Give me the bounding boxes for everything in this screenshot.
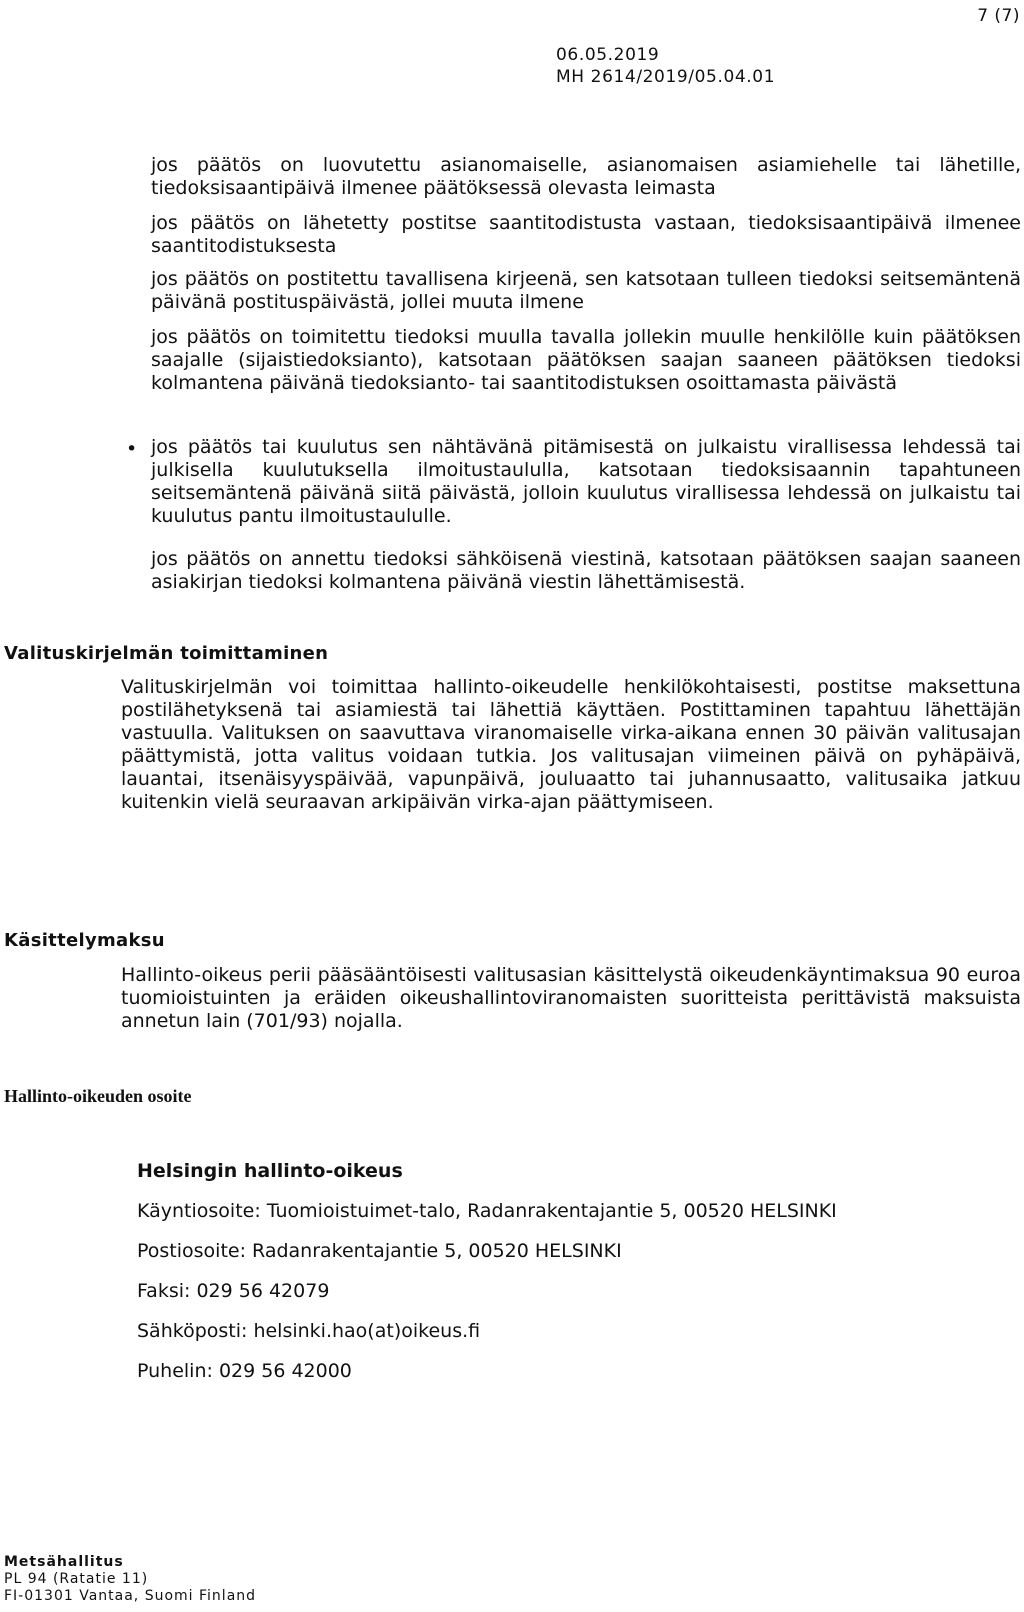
- page-number: 7 (7): [977, 6, 1020, 26]
- section-heading-appeal-submission: Valituskirjelmän toimittaminen: [4, 643, 329, 664]
- delivery-rule-3: jos päätös on postitettu tavallisena kirjeenä, sen katsotaan tulleen tiedoksi seitsemäntenä päivänä postituspäivästä, jollei muuta ilmene: [151, 268, 1021, 313]
- delivery-rule-4: jos päätös on toimitettu tiedoksi muulla tavalla jollekin muulle henkilölle kuin päätöksen saajalle (sijaistiedoksianto), katsotaan päätöksen saajan saaneen päätöksen tiedoksi kolmantena päivänä tiedoksianto- tai saantitodistuksen osoittamasta päivästä: [151, 326, 1021, 394]
- footer-address-line-2: FI-01301 Vantaa, Suomi Finland: [4, 1588, 257, 1604]
- footer-block: [4, 1554, 256, 1605]
- document-reference: MH 2614/2019/05.04.01: [556, 67, 776, 87]
- document-date: 06.05.2019: [556, 45, 660, 65]
- document-date-block: [556, 44, 775, 88]
- court-fax: Faksi: 029 56 42079: [137, 1280, 330, 1302]
- section-text-appeal-submission: Valituskirjelmän voi toimittaa hallinto-oikeudelle henkilökohtaisesti, postitse maksettuna postilähetyksenä tai asiamiestä tai lähettiä käyttäen. Postittaminen tapahtuu lähettäjän vastuulla. Valituksen on saavuttava viranomaiselle virka-aikana ennen 30 päivän valitusajan päättymistä, jotta valitus voidaan tutkia. Jos valitusajan viimeinen päivä on pyhäpäivä, lauantai, itsenäisyyspäivää, vapunpäivä, jouluaatto tai juhannusaatto, valitusaika jatkuu kuitenkin vielä seuraavan arkipäivän virka-ajan päättymiseen.: [121, 676, 1021, 813]
- footer-address-line-1: PL 94 (Ratatie 11): [4, 1571, 149, 1587]
- delivery-rule-6: jos päätös on annettu tiedoksi sähköisenä viestinä, katsotaan päätöksen saajan saaneen asiakirjan tiedoksi kolmantena päivänä viestin lähettämisestä.: [151, 548, 1021, 593]
- delivery-rule-5: jos päätös tai kuulutus sen nähtävänä pitämisestä on julkaistu virallisessa lehdessä tai julkisella kuulutuksella ilmoitustaululla, katsotaan tiedoksisaannin tapahtuneen seitsemäntenä päivänä siitä päivästä, jolloin kuulutus virallisessa lehdessä on julkaistu tai kuulutus pantu ilmoitustaululle.: [151, 436, 1021, 527]
- court-name: Helsingin hallinto-oikeus: [137, 1160, 403, 1182]
- footer-organization: Metsähallitus: [4, 1554, 124, 1570]
- court-phone: Puhelin: 029 56 42000: [137, 1360, 352, 1382]
- delivery-rule-1: jos päätös on luovutettu asianomaiselle, asianomaisen asiamiehelle tai lähetille, tiedoksisaantipäivä ilmenee päätöksessä olevasta leimasta: [151, 154, 1021, 199]
- court-postal-address: Postiosoite: Radanrakentajantie 5, 00520 HELSINKI: [137, 1240, 622, 1262]
- section-heading-processing-fee: Käsittelymaksu: [4, 930, 165, 951]
- delivery-rule-2: jos päätös on lähetetty postitse saantitodistusta vastaan, tiedoksisaantipäivä ilmenee saantitodistuksesta: [151, 212, 1021, 257]
- section-text-processing-fee: Hallinto-oikeus perii pääsääntöisesti valitusasian käsittelystä oikeudenkäyntimaksua 90 euroa tuomioistuinten ja eräiden oikeushallintoviranomaisten suoritteista perittävistä maksuista annetun lain (701/93) nojalla.: [121, 964, 1021, 1032]
- bullet-marker: •: [126, 438, 138, 460]
- court-visiting-address: Käyntiosoite: Tuomioistuimet-talo, Radanrakentajantie 5, 00520 HELSINKI: [137, 1200, 837, 1222]
- court-email: Sähköposti: helsinki.hao(at)oikeus.fi: [137, 1320, 481, 1342]
- court-address-heading: Hallinto-oikeuden osoite: [4, 1086, 192, 1106]
